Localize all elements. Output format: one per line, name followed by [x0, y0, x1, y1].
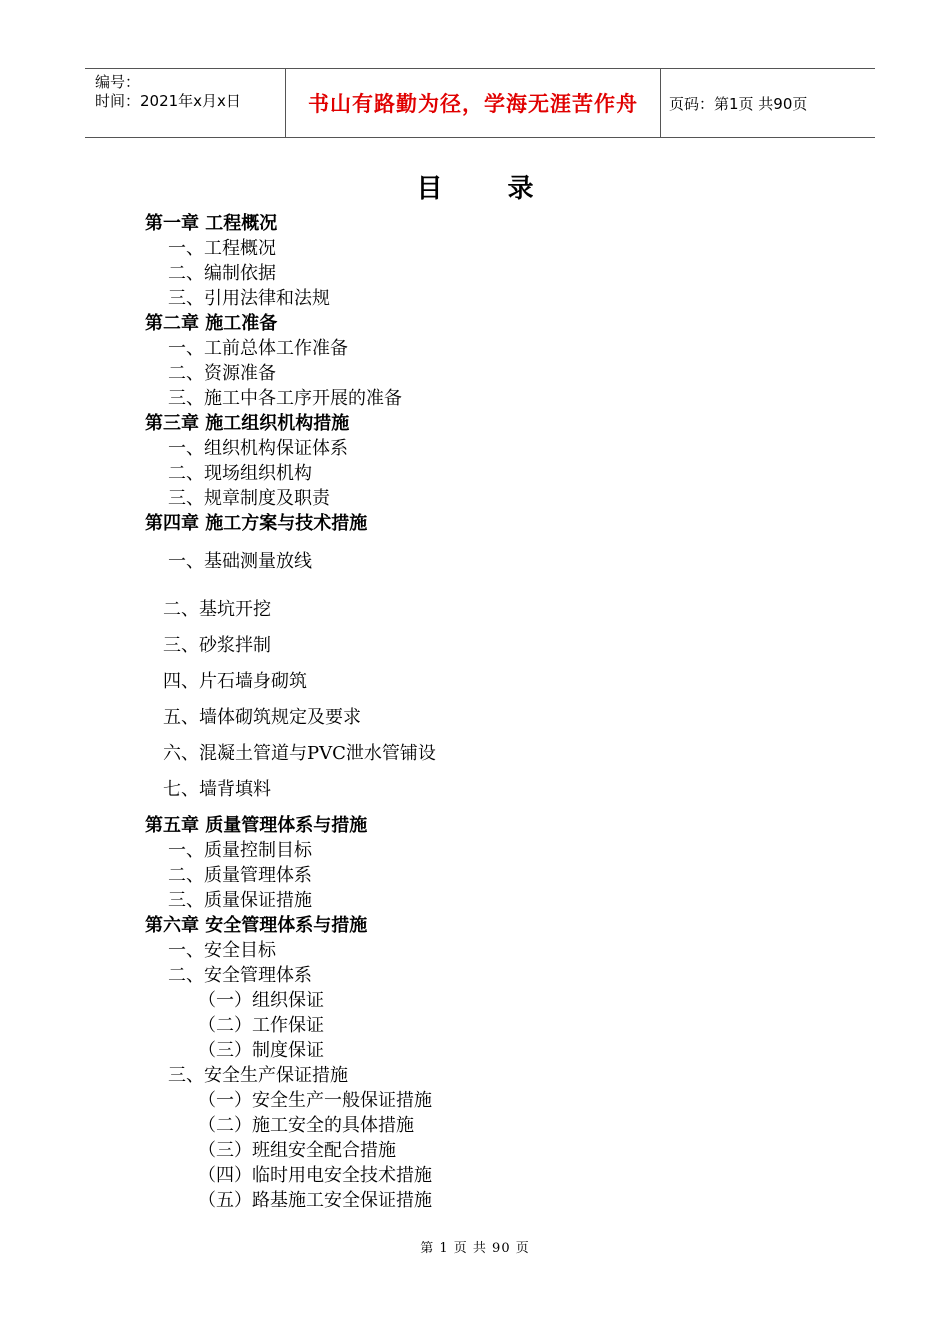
page-footer: 第 1 页 共 90 页: [420, 1241, 530, 1256]
toc-section: 四、片石墙身砌筑: [163, 671, 307, 692]
toc-section: 二、安全管理体系: [168, 965, 312, 986]
toc-subsection: （三）制度保证: [198, 1040, 324, 1061]
toc-subsection: （二）施工安全的具体措施: [198, 1115, 414, 1136]
toc-section: 五、墙体砌筑规定及要求: [163, 707, 361, 728]
toc-subsection: （四）临时用电安全技术措施: [198, 1165, 432, 1186]
toc-subsection: （三）班组安全配合措施: [198, 1140, 396, 1161]
page-header: [85, 68, 875, 138]
toc-section: 三、砂浆拌制: [163, 635, 271, 656]
toc-section: 七、墙背填料: [163, 779, 271, 800]
toc-chapter: 第二章 施工准备: [145, 313, 278, 334]
toc-section: 一、工前总体工作准备: [168, 338, 348, 359]
toc-section: 一、质量控制目标: [168, 840, 312, 861]
toc-section: 三、引用法律和法规: [168, 288, 330, 309]
toc-section: 一、工程概况: [168, 238, 276, 259]
header-page-info: 页码：第1页 共90页: [669, 94, 808, 113]
toc-section: 一、组织机构保证体系: [168, 438, 348, 459]
toc-subsection: （一）组织保证: [198, 990, 324, 1011]
toc-chapter: 第五章 质量管理体系与措施: [145, 815, 368, 836]
header-meta: [95, 69, 285, 141]
toc-section: 六、混凝土管道与PVC泄水管铺设: [163, 743, 436, 764]
toc-chapter: 第六章 安全管理体系与措施: [145, 915, 368, 936]
document-number-label: 编号：: [95, 73, 141, 91]
toc-section: 二、资源准备: [168, 363, 276, 384]
toc-section: 一、基础测量放线: [168, 551, 312, 572]
toc-subsection: （二）工作保证: [198, 1015, 324, 1036]
toc-chapter: 第四章 施工方案与技术措施: [145, 513, 368, 534]
toc-title: 目 录: [416, 174, 562, 204]
toc-section: 二、质量管理体系: [168, 865, 312, 886]
toc-subsection: （一）安全生产一般保证措施: [198, 1090, 432, 1111]
toc-section: 三、质量保证措施: [168, 890, 312, 911]
toc-section: 一、安全目标: [168, 940, 276, 961]
document-time-label: 时间：2021年x月x日: [95, 92, 241, 110]
toc-section: 三、安全生产保证措施: [168, 1065, 348, 1086]
toc-section: 二、现场组织机构: [168, 463, 312, 484]
toc-section: 三、规章制度及职责: [168, 488, 330, 509]
toc-chapter: 第三章 施工组织机构措施: [145, 413, 350, 434]
toc-subsection: （五）路基施工安全保证措施: [198, 1190, 432, 1211]
toc-section: 二、编制依据: [168, 263, 276, 284]
toc-section: 二、基坑开挖: [163, 599, 271, 620]
toc-section: 三、施工中各工序开展的准备: [168, 388, 402, 409]
toc-chapter: 第一章 工程概况: [145, 213, 278, 234]
header-motto: 书山有路勤为径，学海无涯苦作舟: [285, 69, 661, 137]
